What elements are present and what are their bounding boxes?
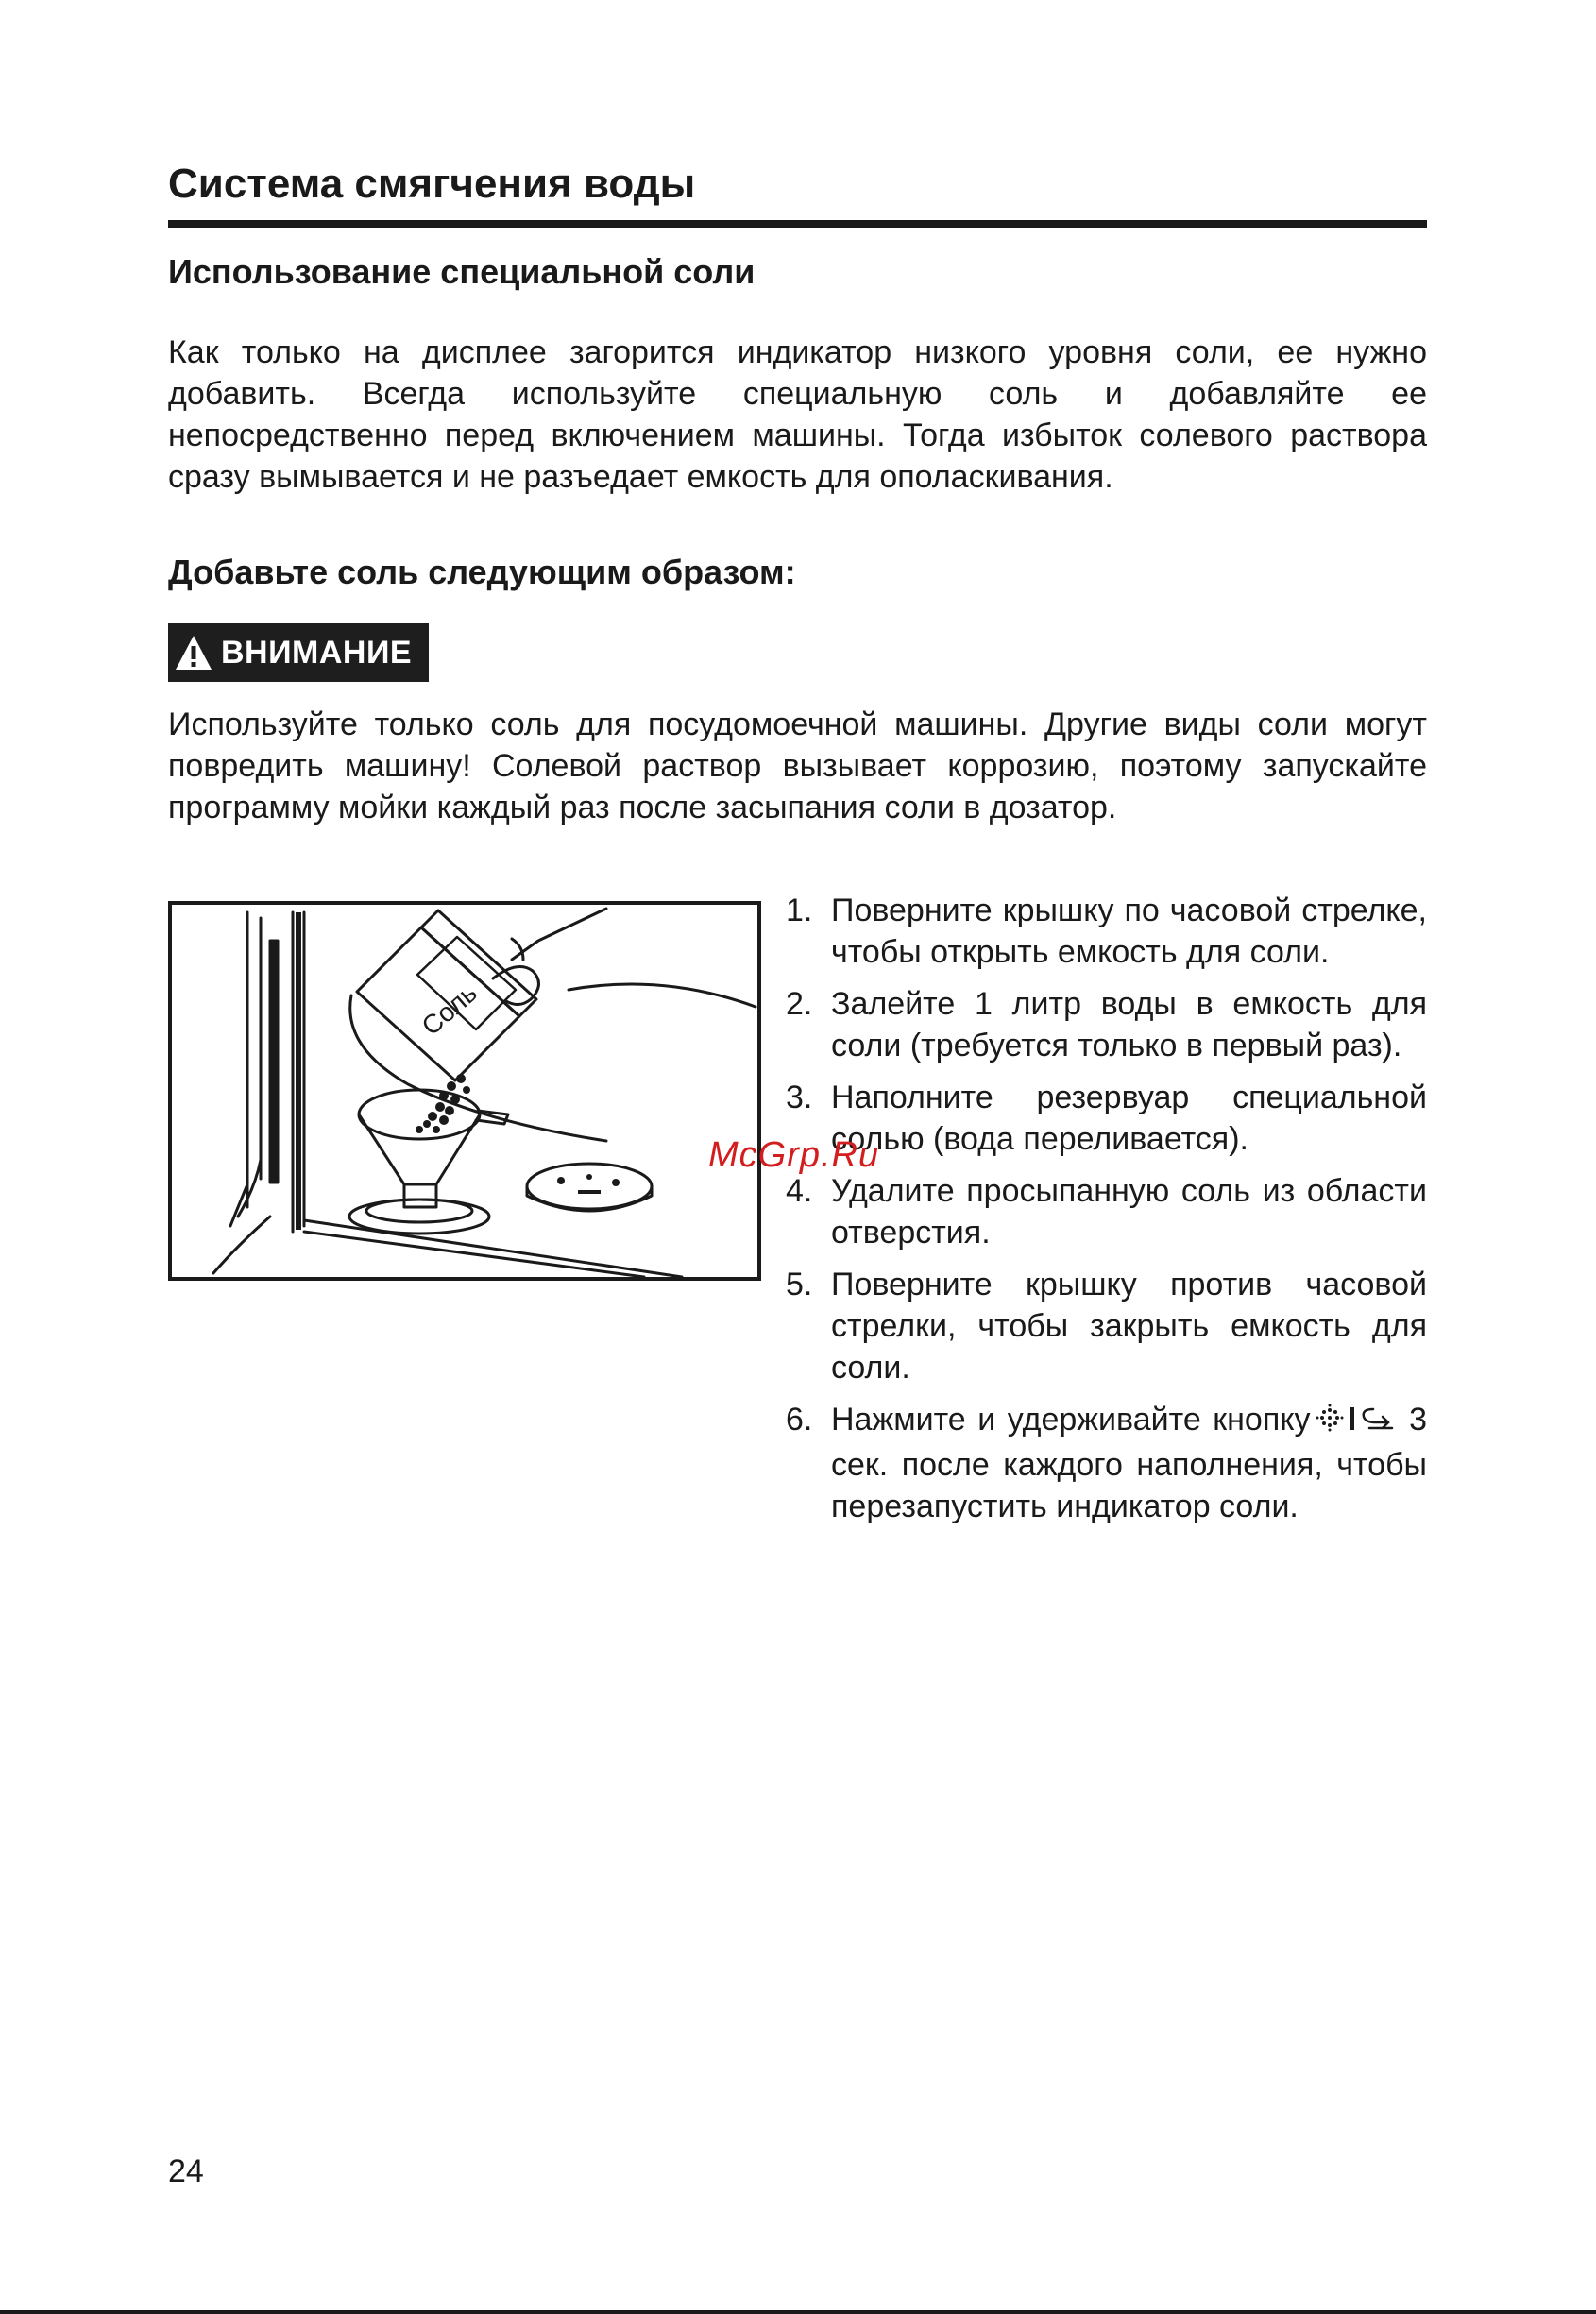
salt-rinse-button-icon bbox=[1315, 1402, 1398, 1444]
cap-markings bbox=[557, 1174, 620, 1194]
warning-badge bbox=[168, 623, 429, 682]
step-number: 1. bbox=[786, 893, 813, 928]
warning-paragraph: Используйте только соль для посудомоечной машины. Другие виды соли могут повредить машину! Солевой раствор вызывает коррозию, поэтому запускайте программу мойки каждый раз после засыпания соли в дозатор. bbox=[168, 706, 1427, 825]
step-item bbox=[786, 1077, 1427, 1160]
salt-filling-illustration bbox=[168, 901, 761, 1281]
step-number: 6. bbox=[786, 1402, 813, 1438]
salt-usage-paragraph: Как только на дисплее загорится индикатор низкого уровня соли, ее нужно добавить. Всегда используйте специальную соль и добавляйте ее непосредственно перед включением машины. Тогда избыток солевого раствора сразу вымывается и не разъедает емкость для ополаскивания. bbox=[168, 334, 1427, 495]
step-item bbox=[786, 1264, 1427, 1388]
page-number: 24 bbox=[168, 2153, 204, 2189]
step-number: 2. bbox=[786, 986, 813, 1022]
step-item bbox=[786, 890, 1427, 973]
step-text: Поверните крышку против часовой стрелки, чтобы закрыть емкость для соли. bbox=[831, 1267, 1427, 1386]
illustration-drawing bbox=[172, 905, 757, 1277]
step-text bbox=[831, 1399, 1427, 1527]
step-text: Залейте 1 литр воды в емкость для соли (требуется только в первый раз). bbox=[831, 986, 1427, 1063]
step-item bbox=[786, 983, 1427, 1066]
step-text: Удалите просыпанную соль из области отверстия. bbox=[831, 1173, 1427, 1251]
step-text-after-icon: 3 сек. после каждого наполнения, чтобы перезапустить индикатор соли. bbox=[831, 1402, 1427, 1524]
step-number: 5. bbox=[786, 1267, 813, 1302]
step-number: 4. bbox=[786, 1173, 813, 1209]
page-title: Система смягчения воды bbox=[168, 161, 696, 207]
section-heading-add-salt: Добавьте соль следующим образом: bbox=[168, 553, 796, 591]
step-item bbox=[786, 1399, 1427, 1527]
step-text: Наполните резервуар специальной солью (вода переливается). bbox=[831, 1080, 1427, 1157]
warning-triangle-icon bbox=[174, 634, 213, 672]
step-text: Поверните крышку по часовой стрелке, чтобы открыть емкость для соли. bbox=[831, 893, 1427, 970]
section-heading-salt-usage: Использование специальной соли bbox=[168, 252, 756, 291]
salt-package-label: Соль bbox=[416, 978, 483, 1042]
step-text-before-icon: Нажмите и удерживайте кнопку bbox=[831, 1402, 1311, 1438]
title-divider bbox=[168, 220, 1427, 228]
step-item bbox=[786, 1170, 1427, 1253]
step-number: 3. bbox=[786, 1080, 813, 1115]
instruction-steps bbox=[786, 890, 1427, 1538]
watermark: McGrp.Ru bbox=[708, 1135, 880, 1175]
warning-label: ВНИМАНИЕ bbox=[221, 634, 413, 671]
bottom-divider bbox=[0, 2310, 1596, 2314]
